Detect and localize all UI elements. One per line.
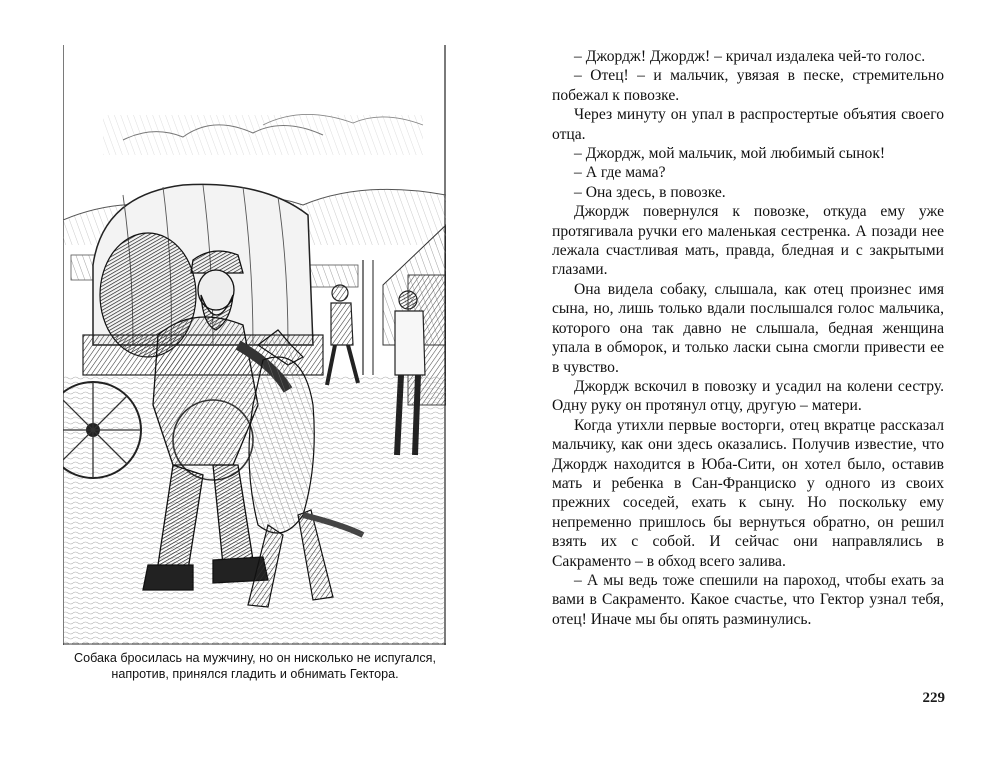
- paragraph: – А мы ведь тоже спешили на пароход, чтобы ехать за вами в Сакраменто. Какое счастье, что Гектор узнал тебя, отец! Иначе мы бы опять разминулись.: [552, 571, 944, 628]
- paragraph: Джордж вскочил в повозку и усадил на колени сестру. Одну руку он протянул отцу, другую – матери.: [552, 377, 944, 415]
- page-number: 229: [922, 690, 945, 706]
- illustration: [63, 45, 446, 645]
- paragraph: – Она здесь, в повозке.: [574, 183, 726, 201]
- paragraph: – Джордж, мой мальчик, мой любимый сынок!: [574, 145, 886, 163]
- paragraph: Она видела собаку, слышала, как отец произнес имя сына, но, лишь только вдали послышался голос мальчика, которого она так давно не слышала, бедная женщина упала в обморок, и только ласки сына смогли привести ее в чувство.: [552, 280, 944, 376]
- caption-line: Собака бросилась на мужчину, но он нисколько не испугался,: [74, 651, 436, 665]
- illustration-caption: [58, 650, 452, 682]
- paragraph: Через минуту он упал в распростертые объятия своего отца.: [552, 106, 944, 143]
- paragraph: Когда утихли первые восторги, отец вкратце рассказал мальчику, как они здесь оказались. Получив известие, что Джордж находится в Юба-Сити, он хотел было, оставив мать и ребенка в Сан-Франциско у одного из своих прежних соседей, ехать к сыну. Но поскольку ему непременно пришлось бы вернуться обратно, он решил взять их с собой. И сейчас они направлялись в Сакраменто – в обход всего залива.: [552, 416, 944, 570]
- caption-line: напротив, принялся гладить и обнимать Гектора.: [111, 667, 399, 681]
- paragraph: – А где мама?: [574, 164, 666, 182]
- body-text: [552, 47, 944, 629]
- paragraph: Джордж повернулся к повозке, откуда ему уже протягивала ручки его маленькая сестренка. А позади нее лежала счастливая мать, правда, бледная и с закрытыми глазами.: [552, 203, 944, 279]
- sketch-drawing: [63, 45, 446, 645]
- paragraph: – Отец! – и мальчик, увязая в песке, стремительно побежал к повозке.: [552, 67, 944, 104]
- paragraph: – Джордж! Джордж! – кричал издалека чей-то голос.: [574, 48, 926, 65]
